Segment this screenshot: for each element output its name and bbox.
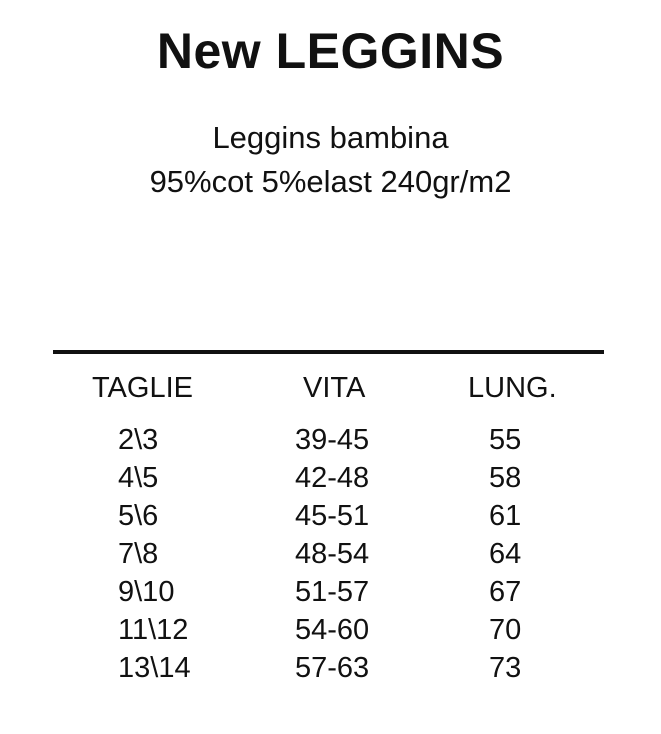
length-cell: 64: [489, 538, 522, 570]
header-vita: VITA: [303, 372, 366, 404]
header-taglie: TAGLIE: [92, 372, 193, 404]
table-row: [0, 649, 661, 687]
table-row: [0, 421, 661, 459]
size-cell: 4\5: [118, 462, 159, 494]
size-cell: 9\10: [118, 576, 175, 608]
page-title: New LEGGINS: [156, 23, 505, 79]
waist-cell: 39-45: [295, 424, 370, 456]
size-cell: 2\3: [118, 424, 159, 456]
length-cell: 61: [489, 500, 522, 532]
product-composition: 95%cot 5%elast 240gr/m2: [149, 164, 512, 199]
length-cell: 70: [489, 614, 522, 646]
length-cell: 58: [489, 462, 522, 494]
length-cell: 55: [489, 424, 522, 456]
size-cell: 13\14: [118, 652, 191, 684]
table-row: [0, 535, 661, 573]
length-cell: 67: [489, 576, 522, 608]
product-subtitle: Leggins bambina: [212, 120, 449, 155]
waist-cell: 54-60: [295, 614, 370, 646]
size-cell: 5\6: [118, 500, 159, 532]
table-row: [0, 497, 661, 535]
waist-cell: 51-57: [295, 576, 370, 608]
size-cell: 7\8: [118, 538, 159, 570]
waist-cell: 57-63: [295, 652, 370, 684]
length-cell: 73: [489, 652, 522, 684]
size-table: [0, 421, 661, 687]
waist-cell: 48-54: [295, 538, 370, 570]
header-lung: LUNG.: [468, 372, 557, 404]
table-row: [0, 611, 661, 649]
table-row: [0, 459, 661, 497]
size-cell: 11\12: [118, 614, 189, 646]
waist-cell: 42-48: [295, 462, 370, 494]
waist-cell: 45-51: [295, 500, 370, 532]
divider-line: [53, 350, 604, 354]
table-row: [0, 573, 661, 611]
